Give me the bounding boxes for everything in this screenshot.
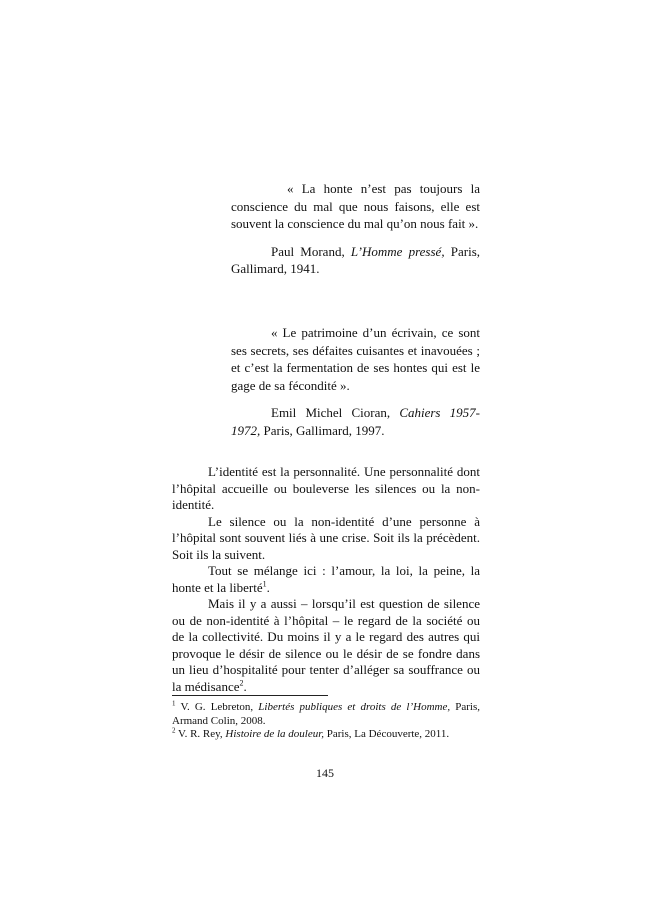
footnote-title: Histoire de la douleur, <box>225 728 325 740</box>
paragraph-4 <box>172 596 480 695</box>
footnotes <box>172 701 480 742</box>
epigraph-attribution <box>231 243 480 278</box>
footnote-number: 2 <box>172 726 176 735</box>
footnote-author: V. R. Rey, <box>175 728 226 740</box>
footnote-title: Libertés publiques et droits de l’Homme, <box>258 701 451 713</box>
epigraph-cioran <box>231 324 480 440</box>
main-text <box>172 464 480 695</box>
epigraph-quote: « La honte n’est pas toujours la conscience du mal que nous faisons, elle est souvent la conscience du mal qu’on nous fait ». <box>231 181 480 232</box>
epigraph-morand <box>231 180 480 278</box>
epigraph-work-title: Cahiers 1957-1972, <box>231 405 481 438</box>
paragraph-3 <box>172 563 480 596</box>
paragraph-4-end: . <box>243 678 247 694</box>
epigraph-publisher: Paris, Gallimard, 1997. <box>260 422 385 438</box>
footnote-ref-1[interactable]: 1 <box>262 579 267 589</box>
footnote-author: V. G. Lebreton, <box>175 701 259 713</box>
footnote-number: 1 <box>172 699 176 708</box>
epigraph-author: Emil Michel Cioran, <box>271 405 400 421</box>
epigraph-quote: « Le patrimoine d’un écrivain, ce sont ses secrets, ses défaites cuisantes et inavouées ; et c’est la fermentation de ses hontes qui est le gage de sa fécondité ». <box>231 325 480 393</box>
epigraph-publisher: Paris, Gallimard, 1941. <box>231 243 481 277</box>
paragraph-4-text: Mais il y a aussi – lorsqu’il est question de silence ou de non-identité à l’hôpital – le regard de la société ou de la collectivité. Du moins il y a le regard des autres qui provoque le désir de silence ou le désir de se fondre dans un lieu d’hospitalité pour tenter d’alléger sa souffrance ou la médisance <box>172 596 480 694</box>
epigraph-author: Paul Morand, <box>271 243 351 259</box>
epigraph-work-title: L’Homme pressé, <box>350 243 445 259</box>
page-number: 145 <box>316 766 334 780</box>
footnote-separator <box>172 695 328 696</box>
paragraph-2: Le silence ou la non-identité d’une personne à l’hôpital sont souvent liés à une crise. Soit ils la précèdent. Soit ils la suivent. <box>172 513 480 562</box>
footnote-publisher: Paris, Armand Colin, 2008. <box>172 701 480 727</box>
footnote-2 <box>172 728 480 742</box>
paragraph-3-end: . <box>266 579 270 595</box>
epigraph-attribution <box>231 404 480 439</box>
footnote-1 <box>172 701 480 728</box>
paragraph-3-text: Tout se mélange ici : l’amour, la loi, la peine, la honte et la liberté <box>172 563 480 595</box>
footnote-publisher: Paris, La Découverte, 2011. <box>324 728 450 740</box>
footnote-ref-2[interactable]: 2 <box>239 678 244 688</box>
paragraph-1: L’identité est la personnalité. Une personnalité dont l’hôpital accueille ou bouleverse les silences ou la non-identité. <box>172 464 480 512</box>
